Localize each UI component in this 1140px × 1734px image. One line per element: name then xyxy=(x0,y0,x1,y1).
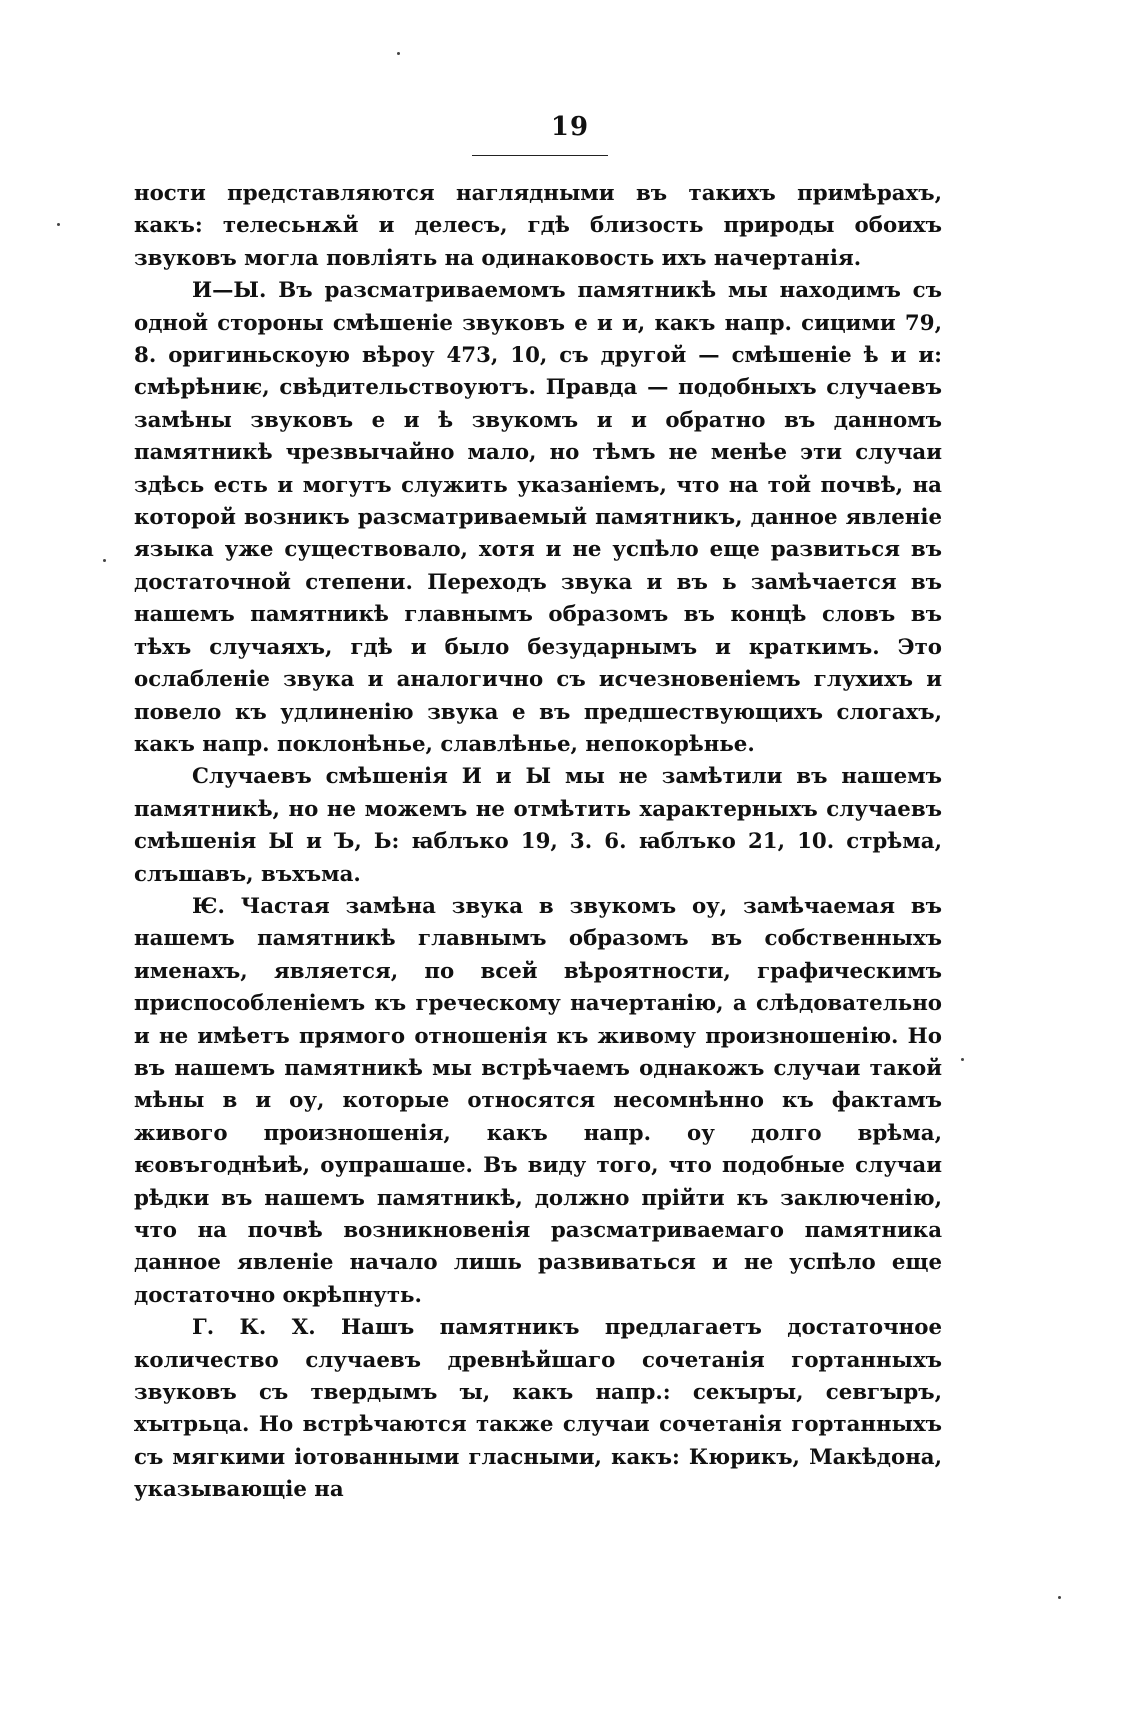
scan-speck xyxy=(1058,1596,1061,1599)
scan-speck xyxy=(57,223,60,226)
page-number: 19 xyxy=(550,112,590,142)
paragraph: И—Ы. Въ разсматриваемомъ памятникѣ мы находимъ съ одной стороны смѣшеніе звуковъ е и и, какъ напр. сицими 79, 8. оригиньскоую вѣроу 473, 10, съ другой — смѣшеніе ѣ и и: смѣрѣниѥ, свѣдительствоуютъ. Правда — подобныхъ случаевъ замѣны звуковъ е и ѣ звукомъ и и обратно въ данномъ памятникѣ чрезвычайно мало, но тѣмъ не менѣе эти случаи здѣсь есть и могутъ служить указаніемъ, что на той почвѣ, на которой возникъ разсматриваемый памятникъ, данное явленіе языка уже существовало, хотя и не успѣло еще развиться въ достаточной степени. Переходъ звука и въ ь замѣчается въ нашемъ памятникѣ главнымъ образомъ въ концѣ словъ въ тѣхъ случаяхъ, гдѣ и было безударнымъ и краткимъ. Это ослабленіе звука и аналогично съ исчезновеніемъ глухихъ и повело къ удлиненію звука е въ предшествующихъ слогахъ, какъ напр. поклонѣнье, славлѣнье, непокорѣнье. xyxy=(134,278,942,757)
page-number-wrapper xyxy=(0,112,1140,142)
scan-speck xyxy=(397,52,400,55)
paragraph: Г. К. Х. Нашъ памятникъ предлагаетъ достаточное количество случаевъ древнѣйшаго сочетанія гортанныхъ звуковъ съ твердымъ ꙑ, какъ напр.: секꙑрꙑ, севгꙑръ, хꙑтрьца. Но встрѣчаются также случаи сочетанія гортанныхъ съ мягкими іотованными гласными, какъ: Кюрикъ, Макѣдона, указывающіе на xyxy=(134,1315,942,1503)
body-text xyxy=(134,178,942,1507)
scan-speck xyxy=(103,559,106,562)
paragraph: ности представляются наглядными въ такихъ примѣрахъ, какъ: телесьнѫй и делесъ, гдѣ близость природы обоихъ звуковъ могла повліять на одинаковость ихъ начертанія. xyxy=(134,181,942,271)
paragraph: Случаевъ смѣшенія И и Ы мы не замѣтили въ нашемъ памятникѣ, но не можемъ не отмѣтить характерныхъ случаевъ смѣшенія Ы и Ъ, Ь: ꙗблъко 19, 3. 6. ꙗблъко 21, 10. стрѣма, слъшавъ, въхъма. xyxy=(134,764,942,887)
scan-speck xyxy=(961,1058,964,1061)
paragraph: Ѥ. Частая замѣна звука в звукомъ оу, замѣчаемая въ нашемъ памятникѣ главнымъ образомъ въ собственныхъ именахъ, является, по всей вѣроятности, графическимъ приспособленіемъ къ греческому начертанію, а слѣдовательно и не имѣетъ прямого отношенія къ живому произношенію. Но въ нашемъ памятникѣ мы встрѣчаемъ однакожъ случаи такой мѣны в и оу, которые относятся несомнѣнно къ фактамъ живого произношенія, какъ напр. оу долго врѣма, ѥовъгоднѣиѣ, оупрашаше. Въ виду того, что подобные случаи рѣдки въ нашемъ памятникѣ, должно прійти къ заключенію, что на почвѣ возникновенія разсматриваемаго памятника данное явленіе начало лишь развиваться и не успѣло еще достаточно окрѣпнуть. xyxy=(134,893,942,1308)
header-rule xyxy=(472,155,608,156)
